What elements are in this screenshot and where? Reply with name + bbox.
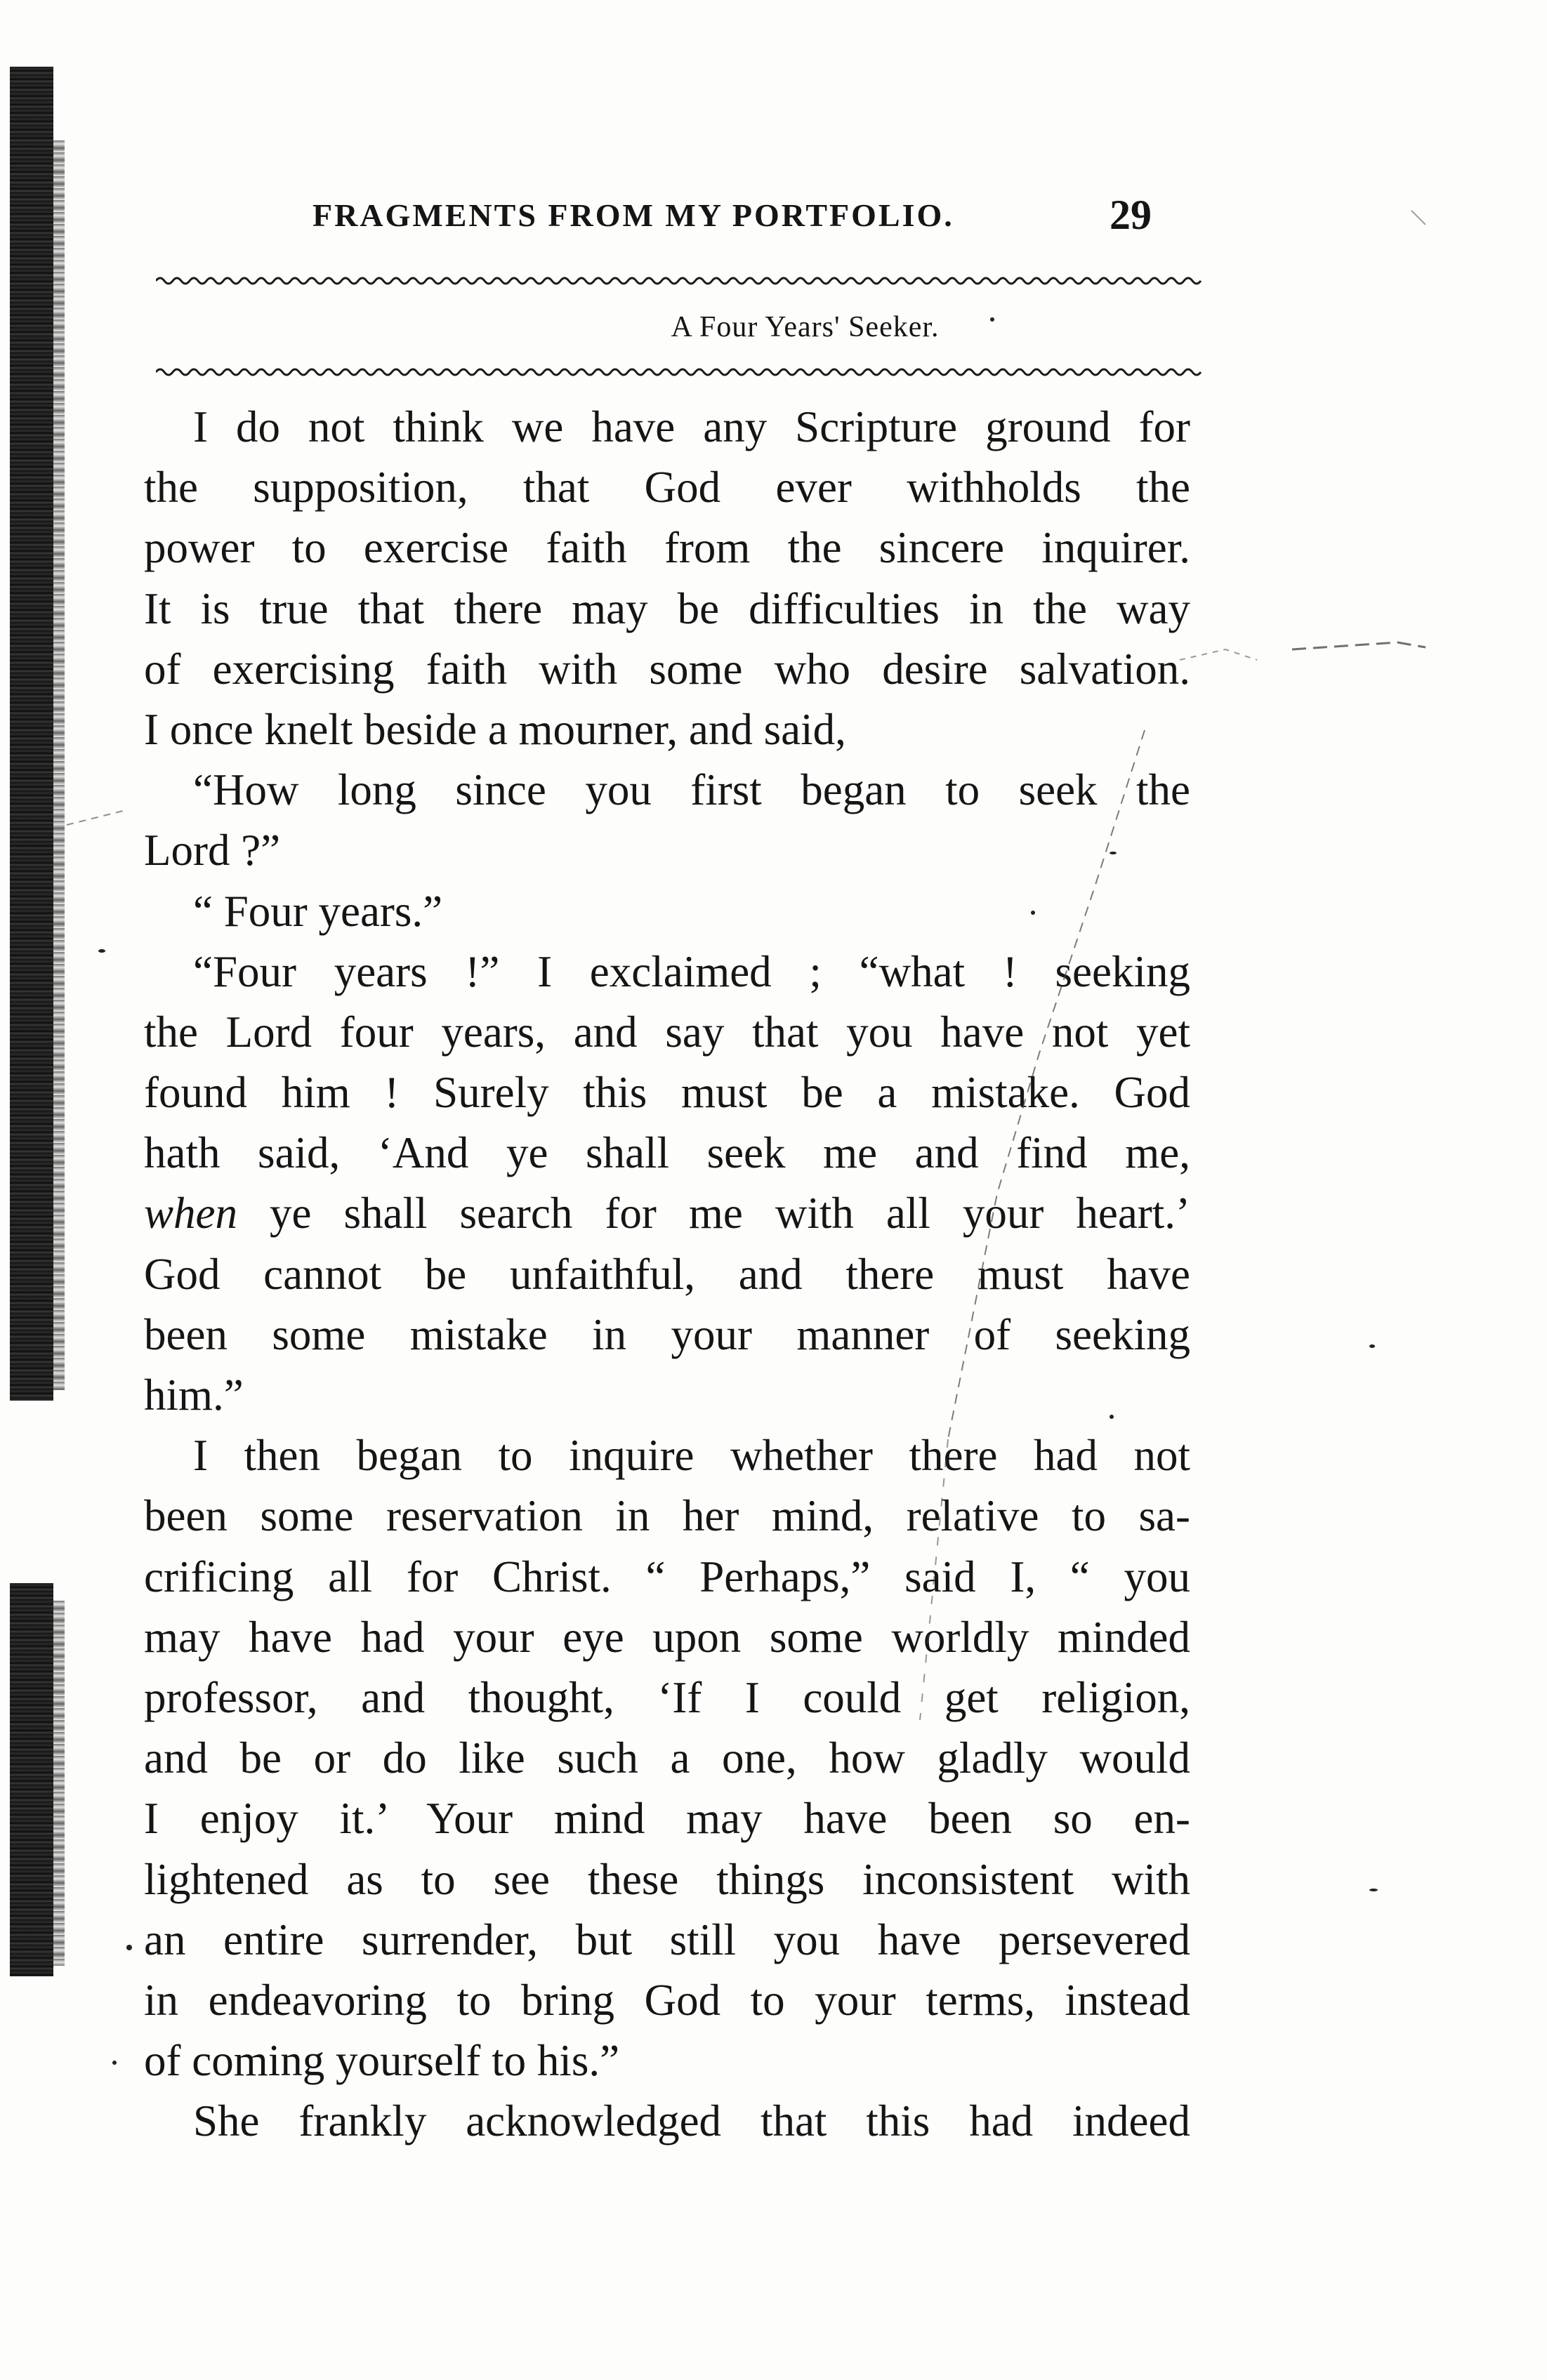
binding-edge-bottom — [10, 1583, 53, 1976]
text-line: “ Four years.” — [193, 886, 443, 936]
text-line: God cannot be unfaithful, and there must have — [144, 1249, 1190, 1299]
text-line: the supposition, that God ever withholds the — [144, 463, 1190, 513]
ink-speck — [126, 1945, 132, 1950]
text-line: power to exercise faith from the sincere inquirer. — [144, 523, 1190, 573]
text-line: professor, and thought, ‘If I could get religion, — [144, 1672, 1190, 1722]
text-line: the Lord four years, and say that you have not yet — [144, 1007, 1190, 1057]
text-line: hath said, ‘And ye shall seek me and find me, — [144, 1128, 1190, 1178]
ink-speck — [1110, 852, 1117, 854]
text-line: I then began to inquire whether there had not — [193, 1431, 1190, 1481]
wavy-rule-bottom — [156, 366, 1202, 378]
text-line: of coming yourself to his.” — [144, 2036, 620, 2086]
text-line: “Four years !” I exclaimed ; “what ! seeking — [193, 946, 1190, 996]
binding-edge-top — [10, 67, 53, 1401]
running-head: FRAGMENTS FROM MY PORTFOLIO. — [312, 197, 954, 233]
binding-shadow-bottom — [53, 1601, 65, 1966]
line-text: ye shall search for me with all your heart.’ — [237, 1189, 1190, 1238]
text-line — [144, 1183, 1190, 1243]
ink-speck — [1369, 1344, 1375, 1348]
page-number: 29 — [1110, 192, 1152, 238]
section-title-text: A Four Years' Seeker. — [671, 311, 940, 343]
wavy-rule-top — [156, 275, 1202, 286]
text-line: I enjoy it.’ Your mind may have been so en- — [144, 1794, 1190, 1844]
text-line: him.” — [144, 1370, 244, 1420]
ink-speck — [1369, 1889, 1378, 1891]
ink-speck — [98, 949, 105, 953]
ink-speck — [112, 2061, 117, 2065]
text-line: She frankly acknowledged that this had indeed — [193, 2096, 1190, 2146]
text-line: I once knelt beside a mourner, and said, — [144, 704, 846, 754]
ink-speck — [1110, 1415, 1114, 1419]
text-line: been some reservation in her mind, relative to sa- — [144, 1491, 1190, 1541]
text-line: Lord ?” — [144, 826, 281, 875]
text-line: in endeavoring to bring God to your terms, instead — [144, 1975, 1190, 2025]
text-line: may have had your eye upon some worldly minded — [144, 1612, 1190, 1662]
text-line: been some mistake in your manner of seeking — [144, 1309, 1190, 1359]
ink-speck — [1031, 911, 1035, 915]
text-line: found him ! Surely this must be a mistake. God — [144, 1068, 1190, 1118]
text-line: I do not think we have any Scripture ground for — [193, 402, 1190, 451]
text-line: It is true that there may be difficulties in the way — [144, 583, 1190, 633]
ink-speck — [990, 317, 994, 322]
text-line: of exercising faith with some who desire salvation. — [144, 644, 1190, 694]
text-line: crificing all for Christ. “ Perhaps,” said I, “ you — [144, 1552, 1190, 1601]
body-text — [144, 397, 1190, 2151]
italic-word: when — [144, 1189, 237, 1238]
section-title — [0, 310, 1547, 344]
text-line: an entire surrender, but still you have persevered — [144, 1915, 1190, 1964]
text-line: “How long since you first began to seek the — [193, 765, 1190, 815]
text-line: lightened as to see these things inconsistent with — [144, 1854, 1190, 1904]
text-line: and be or do like such a one, how gladly would — [144, 1733, 1190, 1783]
